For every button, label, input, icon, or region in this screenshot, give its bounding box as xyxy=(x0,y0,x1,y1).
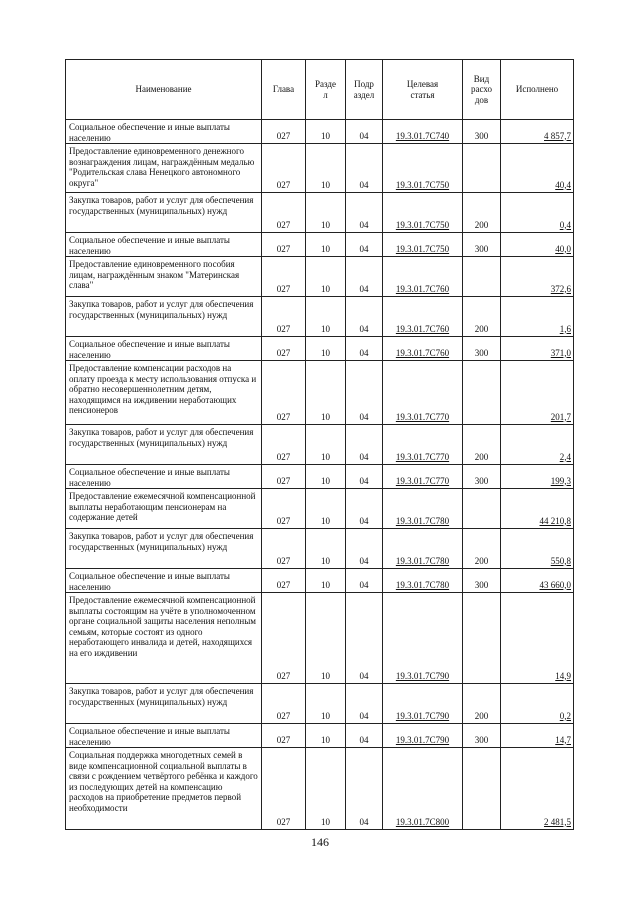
cell-executed: 0,4 xyxy=(501,193,574,233)
cell-target: 19.3.01.7С780 xyxy=(383,489,463,529)
table-row xyxy=(66,489,574,529)
table-row xyxy=(66,529,574,569)
cell-name: Предоставление ежемесячной компенсационной выплаты состоящим на учёте в уполномоченном органе социальной защиты населения неполным семьям, которые состоят из одного неработающего инвалида и детей, находящихся на его иждивении xyxy=(66,593,262,684)
cell-subsection: 04 xyxy=(346,724,383,748)
table-row xyxy=(66,569,574,593)
cell-chapter: 027 xyxy=(262,120,306,144)
table-row xyxy=(66,425,574,465)
cell-target: 19.3.01.7С790 xyxy=(383,724,463,748)
cell-chapter: 027 xyxy=(262,144,306,193)
cell-subsection: 04 xyxy=(346,529,383,569)
cell-target: 19.3.01.7С770 xyxy=(383,465,463,489)
cell-section: 10 xyxy=(306,593,346,684)
cell-name: Закупка товаров, работ и услуг для обеспечения государственных (муниципальных) нужд xyxy=(66,297,262,337)
cell-expense-type xyxy=(463,257,501,297)
cell-name: Социальное обеспечение и иные выплаты населению xyxy=(66,569,262,593)
cell-name: Закупка товаров, работ и услуг для обеспечения государственных (муниципальных) нужд xyxy=(66,193,262,233)
cell-chapter: 027 xyxy=(262,233,306,257)
cell-executed: 40,0 xyxy=(501,233,574,257)
cell-chapter: 027 xyxy=(262,297,306,337)
cell-target: 19.3.01.7С740 xyxy=(383,120,463,144)
cell-chapter: 027 xyxy=(262,529,306,569)
cell-target: 19.3.01.7С770 xyxy=(383,361,463,425)
cell-executed: 14,9 xyxy=(501,593,574,684)
cell-subsection: 04 xyxy=(346,465,383,489)
table-row xyxy=(66,193,574,233)
cell-executed: 43 660,0 xyxy=(501,569,574,593)
cell-expense-type: 200 xyxy=(463,193,501,233)
table-row xyxy=(66,361,574,425)
cell-executed: 40,4 xyxy=(501,144,574,193)
cell-name: Социальное обеспечение и иные выплаты населению xyxy=(66,337,262,361)
cell-target: 19.3.01.7С750 xyxy=(383,144,463,193)
cell-subsection: 04 xyxy=(346,489,383,529)
cell-expense-type: 200 xyxy=(463,297,501,337)
cell-target: 19.3.01.7С760 xyxy=(383,297,463,337)
cell-chapter: 027 xyxy=(262,193,306,233)
cell-section: 10 xyxy=(306,529,346,569)
cell-section: 10 xyxy=(306,337,346,361)
cell-subsection: 04 xyxy=(346,257,383,297)
header-executed: Исполнено xyxy=(501,60,574,120)
cell-section: 10 xyxy=(306,144,346,193)
cell-executed: 371,0 xyxy=(501,337,574,361)
cell-subsection: 04 xyxy=(346,593,383,684)
cell-target: 19.3.01.7С750 xyxy=(383,233,463,257)
cell-chapter: 027 xyxy=(262,684,306,724)
cell-section: 10 xyxy=(306,425,346,465)
cell-executed: 14,7 xyxy=(501,724,574,748)
cell-subsection: 04 xyxy=(346,144,383,193)
cell-subsection: 04 xyxy=(346,748,383,830)
cell-chapter: 027 xyxy=(262,593,306,684)
cell-name: Предоставление единовременного денежного вознаграждения лицам, награждённым медалью "Родительская слава Ненецкого автономного округа" xyxy=(66,144,262,193)
cell-expense-type: 300 xyxy=(463,120,501,144)
cell-expense-type xyxy=(463,593,501,684)
table-row xyxy=(66,337,574,361)
table-row xyxy=(66,465,574,489)
header-chapter: Глава xyxy=(262,60,306,120)
cell-subsection: 04 xyxy=(346,233,383,257)
cell-expense-type xyxy=(463,144,501,193)
cell-executed: 4 857,7 xyxy=(501,120,574,144)
cell-section: 10 xyxy=(306,569,346,593)
cell-executed: 0,2 xyxy=(501,684,574,724)
cell-target: 19.3.01.7С780 xyxy=(383,529,463,569)
cell-target: 19.3.01.7С760 xyxy=(383,337,463,361)
cell-name: Предоставление компенсации расходов на оплату проезда к месту использования отпуска и обратно несовершеннолетним детям, находящимся на иждивении неработающих пенсионеров xyxy=(66,361,262,425)
cell-target: 19.3.01.7С760 xyxy=(383,257,463,297)
table-row xyxy=(66,748,574,830)
cell-target: 19.3.01.7С800 xyxy=(383,748,463,830)
table-row xyxy=(66,144,574,193)
cell-expense-type: 200 xyxy=(463,425,501,465)
cell-target: 19.3.01.7С750 xyxy=(383,193,463,233)
cell-subsection: 04 xyxy=(346,684,383,724)
cell-expense-type xyxy=(463,489,501,529)
cell-subsection: 04 xyxy=(346,120,383,144)
cell-subsection: 04 xyxy=(346,337,383,361)
table-row xyxy=(66,684,574,724)
cell-chapter: 027 xyxy=(262,465,306,489)
cell-executed: 199,3 xyxy=(501,465,574,489)
cell-expense-type: 200 xyxy=(463,684,501,724)
cell-expense-type: 300 xyxy=(463,337,501,361)
cell-executed: 201,7 xyxy=(501,361,574,425)
cell-chapter: 027 xyxy=(262,361,306,425)
cell-executed: 372,6 xyxy=(501,257,574,297)
cell-section: 10 xyxy=(306,489,346,529)
cell-target: 19.3.01.7С770 xyxy=(383,425,463,465)
table-row xyxy=(66,593,574,684)
cell-executed: 550,8 xyxy=(501,529,574,569)
cell-chapter: 027 xyxy=(262,724,306,748)
cell-chapter: 027 xyxy=(262,257,306,297)
cell-name: Социальная поддержка многодетных семей в виде компенсационной социальной выплаты в связи с рождением четвёртого ребёнка и каждого из последующих детей на компенсацию расходов на приобретение предметов первой необходимости xyxy=(66,748,262,830)
cell-subsection: 04 xyxy=(346,569,383,593)
cell-name: Социальное обеспечение и иные выплаты населению xyxy=(66,233,262,257)
cell-executed: 44 210,8 xyxy=(501,489,574,529)
cell-name: Закупка товаров, работ и услуг для обеспечения государственных (муниципальных) нужд xyxy=(66,425,262,465)
cell-expense-type: 300 xyxy=(463,724,501,748)
cell-executed: 1,6 xyxy=(501,297,574,337)
cell-section: 10 xyxy=(306,297,346,337)
page-number: 146 xyxy=(311,835,329,849)
header-name: Наименование xyxy=(66,60,262,120)
cell-name: Предоставление единовременного пособия лицам, награждённым знаком "Материнская слава" xyxy=(66,257,262,297)
cell-subsection: 04 xyxy=(346,361,383,425)
cell-section: 10 xyxy=(306,465,346,489)
cell-chapter: 027 xyxy=(262,337,306,361)
cell-expense-type: 300 xyxy=(463,233,501,257)
cell-executed: 2,4 xyxy=(501,425,574,465)
table-row xyxy=(66,297,574,337)
cell-executed: 2 481,5 xyxy=(501,748,574,830)
cell-chapter: 027 xyxy=(262,748,306,830)
cell-expense-type xyxy=(463,361,501,425)
table-header-row xyxy=(66,60,574,120)
cell-expense-type: 300 xyxy=(463,465,501,489)
cell-expense-type xyxy=(463,748,501,830)
cell-section: 10 xyxy=(306,193,346,233)
cell-chapter: 027 xyxy=(262,425,306,465)
budget-table xyxy=(65,59,574,830)
header-expense-type: Вид расхо дов xyxy=(463,60,501,120)
cell-name: Социальное обеспечение и иные выплаты населению xyxy=(66,120,262,144)
header-section: Разде л xyxy=(306,60,346,120)
cell-chapter: 027 xyxy=(262,489,306,529)
cell-section: 10 xyxy=(306,684,346,724)
table-row xyxy=(66,724,574,748)
cell-expense-type: 300 xyxy=(463,569,501,593)
cell-section: 10 xyxy=(306,120,346,144)
cell-name: Закупка товаров, работ и услуг для обеспечения государственных (муниципальных) нужд xyxy=(66,684,262,724)
cell-section: 10 xyxy=(306,748,346,830)
cell-subsection: 04 xyxy=(346,425,383,465)
table-row xyxy=(66,233,574,257)
cell-section: 10 xyxy=(306,361,346,425)
cell-subsection: 04 xyxy=(346,297,383,337)
table-row xyxy=(66,120,574,144)
cell-chapter: 027 xyxy=(262,569,306,593)
cell-target: 19.3.01.7С790 xyxy=(383,593,463,684)
cell-subsection: 04 xyxy=(346,193,383,233)
cell-target: 19.3.01.7С790 xyxy=(383,684,463,724)
table-row xyxy=(66,257,574,297)
table-body xyxy=(66,120,574,830)
cell-section: 10 xyxy=(306,257,346,297)
cell-section: 10 xyxy=(306,724,346,748)
cell-expense-type: 200 xyxy=(463,529,501,569)
cell-name: Социальное обеспечение и иные выплаты населению xyxy=(66,465,262,489)
cell-name: Предоставление ежемесячной компенсационной выплаты неработающим пенсионерам на содержание детей xyxy=(66,489,262,529)
header-subsection: Подр аздел xyxy=(346,60,383,120)
cell-section: 10 xyxy=(306,233,346,257)
cell-name: Закупка товаров, работ и услуг для обеспечения государственных (муниципальных) нужд xyxy=(66,529,262,569)
header-target: Целевая статья xyxy=(383,60,463,120)
cell-target: 19.3.01.7С780 xyxy=(383,569,463,593)
cell-name: Социальное обеспечение и иные выплаты населению xyxy=(66,724,262,748)
